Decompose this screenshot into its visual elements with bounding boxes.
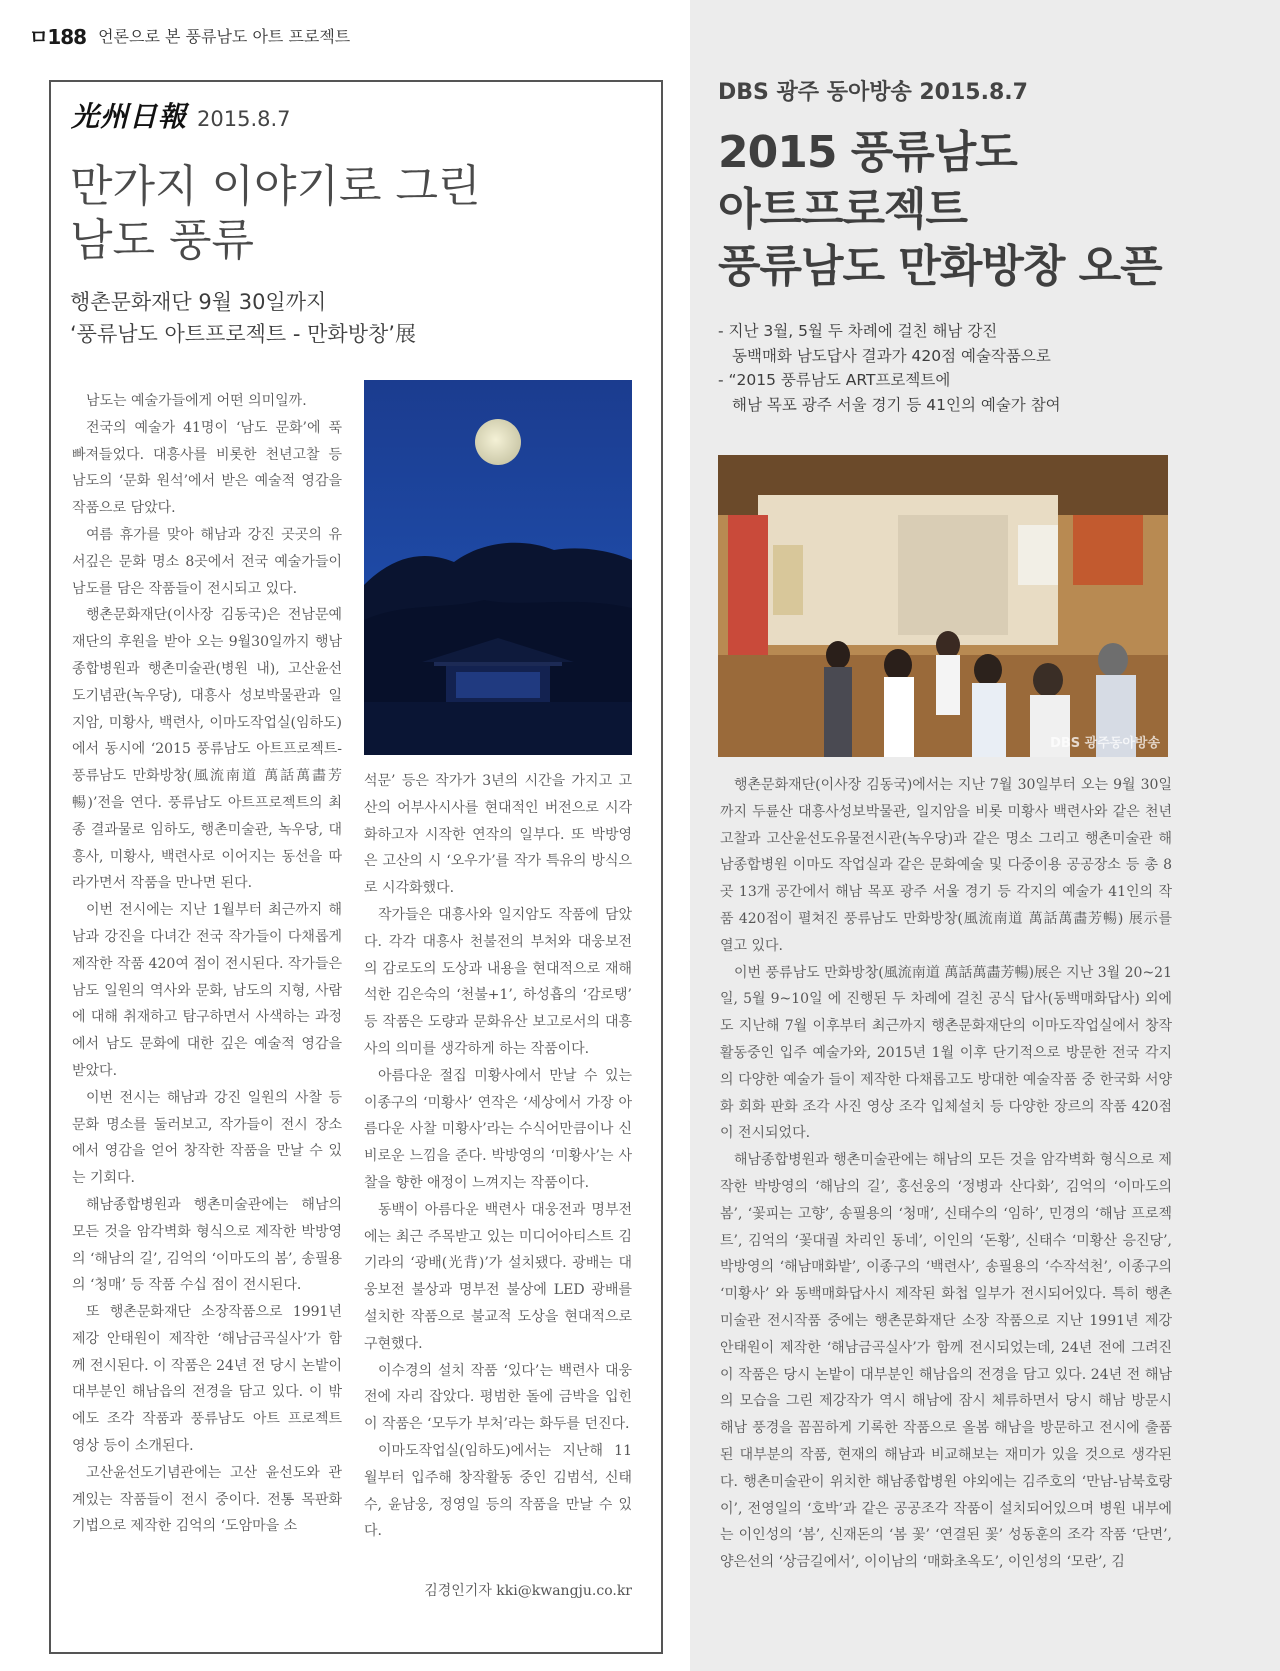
exhibition-visitors-photo: [718, 455, 1168, 757]
article-paragraph: 해남종합병원과 행촌미술관에는 해남의 모든 것을 암각벽화 형식으로 제작한 박방영의 ‘해남의 길’, 김억의 ‘이마도의 봄’, 송필용의 ‘청매’ 등 작품 수십 점이 전시된다.: [72, 1196, 342, 1294]
article-paragraph: 또 행촌문화재단 소장작품으로 1991년 제강 안태원이 제작한 ‘해남금곡실사’가 함께 전시된다. 이 작품은 24년 전 당시 논밭이 대부분인 해남읍의 전경을 담고 있다. 이 밖에도 조각 작품과 풍류남도 아트 프로젝트 영상 등이 소개된다.: [72, 1304, 342, 1455]
left-article-column-2: [364, 768, 632, 1545]
reporter-byline: 김경인기자 kki@kwangju.co.kr: [424, 1583, 632, 1599]
article-paragraph: 이수경의 설치 작품 ‘있다’는 백련사 대웅전에 자리 잡았다. 평범한 돌에 금박을 입힌 이 작품은 ‘모두가 부처’라는 화두를 던진다.: [364, 1362, 632, 1433]
article-paragraph: 행촌문화재단(이사장 김동국)에서는 지난 7월 30일부터 오는 9월 30일까지 두륜산 대흥사성보박물관, 일지암을 비롯 미황사 백련사와 같은 천년고찰과 고산윤선도유물전시관(녹우당)과 같은 명소 그리고 행촌미술관 해남종합병원 이마도 작업실과 같은 문화예술 및 다중이용 공공장소 등 총 8곳 13개 공간에서 해남 목포 광주 서울 경기 등 각지의 예술가 41인의 작품 420점이 펼쳐진 풍류남도 만화방창(風流南道 萬話萬畵芳暢) 展示를 열고 있다.: [720, 777, 1172, 954]
article-paragraph: 여름 휴가를 맞아 해남과 강진 곳곳의 유서깊은 문화 명소 8곳에서 전국 예술가들이 남도를 담은 작품들이 전시되고 있다.: [72, 526, 342, 597]
article-paragraph: 석문’ 등은 작가가 3년의 시간을 가지고 고산의 어부사시사를 현대적인 버전으로 시각화하고자 시작한 연작의 일부다. 또 박방영은 고산의 시 ‘오우가’를 작가 특유의 방식으로 시각화했다.: [364, 773, 632, 897]
moonlit-temple-photo: [364, 380, 632, 755]
summary-line: - 지난 3월, 5월 두 차례에 걸친 해남 강진: [718, 322, 998, 340]
article-paragraph: 남도는 예술가들에게 어떤 의미일까.: [86, 393, 307, 409]
broadcast-source: DBS 광주 동아방송 2015.8.7: [718, 80, 1028, 105]
article-paragraph: 해남종합병원과 행촌미술관에는 해남의 모든 것을 암각벽화 형식으로 제작한 박방영의 ‘해남의 길’, 홍선웅의 ‘정병과 산다화’, 김억의 ‘이마도의 봄’, ‘꽃피는 고향’, 송필용의 ‘청매’, 신태수의 ‘임하’, 민경의 ‘해남 프로젝트’, 김억의 ‘꽃대궐 차리인 동네’, 이인의 ‘돈황’, 신태수 ‘미황산 응진당’, 박방영의 ‘해남매화밭’, 이종구의 ‘백련사’, 송필용의 ‘수작석천’, 이종구의 ‘미황사’ 와 동백매화답사시 제작된 화첩 일부가 전시되어있다. 특히 행촌미술관 전시작품 중에는 행촌문화재단 소장 작품으로 지난 1991년 제강 안태원이 제작한 ‘해남금곡실사’가 함께 전시되었는데, 24년 전에 그려진 이 작품은 당시 논밭이 대부분인 해남읍의 전경을 담고 있다. 24년 전 해남의 모습을 그린 제강작가 역시 해남에 잠시 체류하면서 당시 해남 방문시 해남 풍경을 꼼꼼하게 기록한 작품으로 올봄 해남을 방문하고 전시에 출품된 대부분의 작품, 현재의 해남과 비교해보는 재미가 있을 것으로 생각된다. 행촌미술관이 위치한 해남종합병원 야외에는 김주호의 ‘만남-남북호랑이’, 전영일의 ‘호박’과 같은 공공조각 작품이 설치되어있으며 병원 내부에는 이인성의 ‘봄’, 신재돈의 ‘봄 꽃’ ‘연결된 꽃’ 성동훈의 조각 작품 ‘단면’, 양은선의 ‘상금길에서’, 이이남의 ‘매화초옥도’, 이인성의 ‘모란’, 김: [720, 1152, 1172, 1571]
left-article-column-1: [72, 388, 342, 1540]
article-paragraph: 이번 풍류남도 만화방창(風流南道 萬話萬畵芳暢)展은 지난 3월 20~21일, 5월 9~10일 에 진행된 두 차례에 걸친 공식 답사(동백매화답사) 외에도 지난해 7월 이후부터 최근까지 행촌문화재단의 이마도작업실에서 창작활동중인 입주 예술가와, 2015년 1월 이후 단기적으로 방문한 전국 각지의 다양한 예술가 들이 제작한 다채롭고도 방대한 예술작품 중 한국화 서양화 회화 판화 조각 사진 영상 조각 입체설치 등 다양한 장르의 작품 420점이 전시되었다.: [720, 964, 1172, 1142]
newspaper-logo: 光州日報: [71, 100, 188, 133]
headline-line: 풍류남도 만화방창 오픈: [718, 241, 1162, 292]
summary-line: - “2015 풍류남도 ART프로젝트에: [718, 371, 951, 389]
newspaper-masthead: [71, 95, 291, 135]
right-article-body: [720, 772, 1172, 1576]
article-paragraph: 전국의 예술가 41명이 ‘남도 문화’에 푹 빠져들었다. 대흥사를 비롯한 천년고찰 등 남도의 ‘문화 원석’에서 받은 예술적 영감을 작품으로 담았다.: [72, 419, 342, 517]
article-paragraph: 아름다운 절집 미황사에서 만날 수 있는 이종구의 ‘미황사’ 연작은 ‘세상에서 가장 아름다운 사찰 미황사’라는 수식어만큼이나 신비로운 느낌을 준다. 박방영의 ‘미황사’는 사찰을 향한 애정이 느껴지는 작품이다.: [364, 1067, 632, 1191]
photo-watermark: DBS 광주동아방송: [1050, 736, 1160, 751]
section-title: 언론으로 본 풍류남도 아트 프로젝트: [98, 26, 351, 46]
subhead-line: ‘풍류남도 아트프로젝트 - 만화방창’展: [70, 322, 416, 346]
article-date: 2015.8.7: [197, 107, 291, 131]
headline-line: 만가지 이야기로 그린: [70, 161, 481, 212]
subhead-line: 행촌문화재단 9월 30일까지: [70, 290, 327, 314]
right-summary-bullets: [718, 319, 1258, 417]
article-paragraph: 작가들은 대흥사와 일지암도 작품에 담았다. 각각 대흥사 천불전의 부처와 대웅보전의 감로도의 도상과 내용을 현대적으로 재해석한 김은숙의 ‘천불+1’, 하성흡의 ‘감로탱’ 등 작품은 도량과 문화유산 보고로서의 대흥사의 의미를 생각하게 하는 작품이다.: [364, 906, 632, 1057]
left-subheadline: [70, 286, 630, 350]
headline-line: 2015 풍류남도: [718, 127, 1017, 178]
article-paragraph: 행촌문화재단(이사장 김동국)은 전남문예재단의 후원을 받아 오는 9월30일까지 행남종합병원과 행촌미술관(병원 내), 고산윤선도기념관(녹우당), 대흥사 성보박물관과 일지암, 미황사, 백련사, 이마도작업실(임하도)에서 동시에 ‘2015 풍류남도 아트프로젝트-풍류남도 만화방창(風流南道 萬話萬畵芳暢)’전을 연다. 풍류남도 아트프로젝트의 최종 결과물로 임하도, 행촌미술관, 녹우당, 대흥사, 미황사, 백련사로 이어지는 동선을 따라가면서 작품을 만나면 된다.: [72, 607, 342, 892]
article-paragraph: 이번 전시에는 지난 1월부터 최근까지 해남과 강진을 다녀간 전국 작가들이 다채롭게 제작한 작품 420여 점이 전시된다. 작가들은 남도 일원의 역사와 문화, 남도의 지형, 사람에 대해 취재하고 탐구하면서 사색하는 과정에서 남도 문화에 대한 깊은 예술적 영감을 받았다.: [72, 902, 342, 1079]
right-headline: [718, 124, 1258, 295]
left-headline: [70, 160, 630, 268]
headline-line: 아트프로젝트: [718, 184, 968, 235]
article-paragraph: 고산윤선도기념관에는 고산 윤선도와 관계있는 작품들이 전시 중이다. 전통 목판화기법으로 제작한 김억의 ‘도암마을 소: [72, 1464, 342, 1535]
article-paragraph: 동백이 아름다운 백련사 대웅전과 명부전에는 최근 주목받고 있는 미디어아티스트 김기라의 ‘광배(光背)’가 설치됐다. 광배는 대웅보전 불상과 명부전 불상에 LED 광배를 설치한 작품으로 불교적 도상을 현대적으로 구현했다.: [364, 1201, 632, 1352]
article-paragraph: 이마도작업실(임하도)에서는 지난해 11월부터 입주해 창작활동 중인 김범석, 신태수, 윤남웅, 정영일 등의 작품을 만날 수 있다.: [364, 1442, 632, 1540]
page-number: ㅁ188: [29, 24, 87, 49]
article-paragraph: 이번 전시는 해남과 강진 일원의 사찰 등 문화 명소를 둘러보고, 작가들이 전시 장소에서 영감을 얻어 창작한 작품을 만날 수 있는 기회다.: [72, 1089, 342, 1187]
headline-line: 남도 풍류: [70, 215, 255, 266]
page-header: [29, 22, 350, 48]
summary-line: 동백매화 남도답사 결과가 420점 예술작품으로: [732, 346, 1051, 365]
summary-line: 해남 목포 광주 서울 경기 등 41인의 예술가 참여: [732, 395, 1061, 414]
